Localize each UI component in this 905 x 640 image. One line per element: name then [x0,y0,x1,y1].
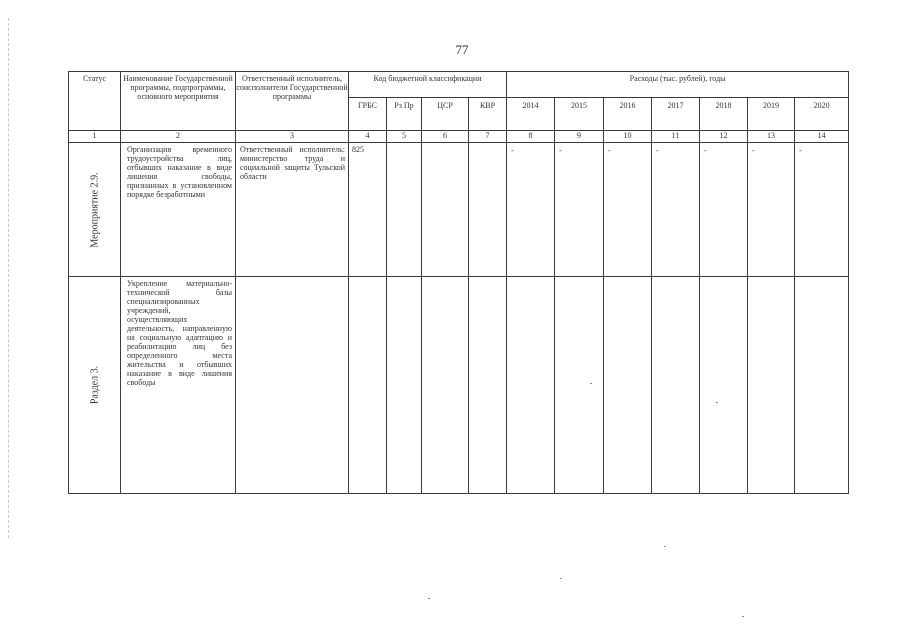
column-number: 4 [349,131,387,143]
header-year-2020: 2020 [795,98,849,131]
budget-table [68,71,849,494]
row-name: Организация временного трудоустройства лиц, отбывших наказание в виде лишения свободы, признанных в установленном порядке безработными [121,143,236,277]
row-status-cell [69,277,121,494]
column-number: 2 [121,131,236,143]
row-year-2018: - [700,143,748,277]
row-year-2020: - [795,143,849,277]
row-grbs: 825 [349,143,387,277]
scan-speck [742,616,744,617]
header-kvr: КВР [469,98,507,131]
row-executor: Ответственный исполнитель: министерство труда и социальной защиты Тульской области [236,143,349,277]
column-number: 3 [236,131,349,143]
row-kvr [469,143,507,277]
row-kvr [469,277,507,494]
scan-speck [560,578,562,579]
row-year-2016 [604,277,652,494]
column-number-row [69,131,849,143]
row-executor [236,277,349,494]
header-rzpr: Рз Пр [387,98,422,131]
header-budget-code: Код бюджетной классификации [349,72,507,98]
header-csr: ЦСР [422,98,469,131]
column-number: 10 [604,131,652,143]
row-year-2014 [507,277,555,494]
row-year-2017: - [652,143,700,277]
row-status: Мероприятие 2.9. [89,171,100,248]
scan-edge-line [8,18,10,538]
header-year-2019: 2019 [748,98,795,131]
header-year-2015: 2015 [555,98,604,131]
header-grbs: ГРБС [349,98,387,131]
row-year-2019: - [748,143,795,277]
row-csr [422,143,469,277]
header-year-2016: 2016 [604,98,652,131]
row-year-2020 [795,277,849,494]
row-rzpr [387,277,422,494]
row-status: Раздел 3. [89,365,100,405]
row-year-2015 [555,277,604,494]
column-number: 9 [555,131,604,143]
header-expenses: Расходы (тыс. рублей), годы [507,72,849,98]
row-name: Укрепление материально-технической базы специализированных учреждений, осуществляющих деятельность, направленную на социальную адаптацию и реабилитацию лиц без определенного места жительства и отбывших наказание в виде лишения свободы [121,277,236,494]
scan-speck [716,402,718,403]
table-row [69,277,849,494]
column-number: 7 [469,131,507,143]
header-name: Наименование Государственной программы, подпрограммы, основного мероприятия [121,72,236,131]
header-status: Статус [69,72,121,131]
scan-speck [590,383,592,384]
column-number: 14 [795,131,849,143]
row-csr [422,277,469,494]
column-number: 1 [69,131,121,143]
column-number: 13 [748,131,795,143]
row-status-cell [69,143,121,277]
row-year-2018 [700,277,748,494]
header-year-2017: 2017 [652,98,700,131]
column-number: 12 [700,131,748,143]
header-executor: Ответственный исполнитель, соисполнители Государственной программы [236,72,349,131]
header-year-2014: 2014 [507,98,555,131]
scan-speck [428,598,430,599]
scan-speck [664,546,666,547]
row-year-2017 [652,277,700,494]
row-year-2014: - [507,143,555,277]
row-year-2019 [748,277,795,494]
row-year-2015: - [555,143,604,277]
row-rzpr [387,143,422,277]
column-number: 6 [422,131,469,143]
header-row-1 [69,72,849,98]
row-year-2016: - [604,143,652,277]
header-year-2018: 2018 [700,98,748,131]
column-number: 5 [387,131,422,143]
column-number: 8 [507,131,555,143]
page-number: 77 [455,42,469,57]
column-number: 11 [652,131,700,143]
row-grbs [349,277,387,494]
table-row [69,143,849,277]
